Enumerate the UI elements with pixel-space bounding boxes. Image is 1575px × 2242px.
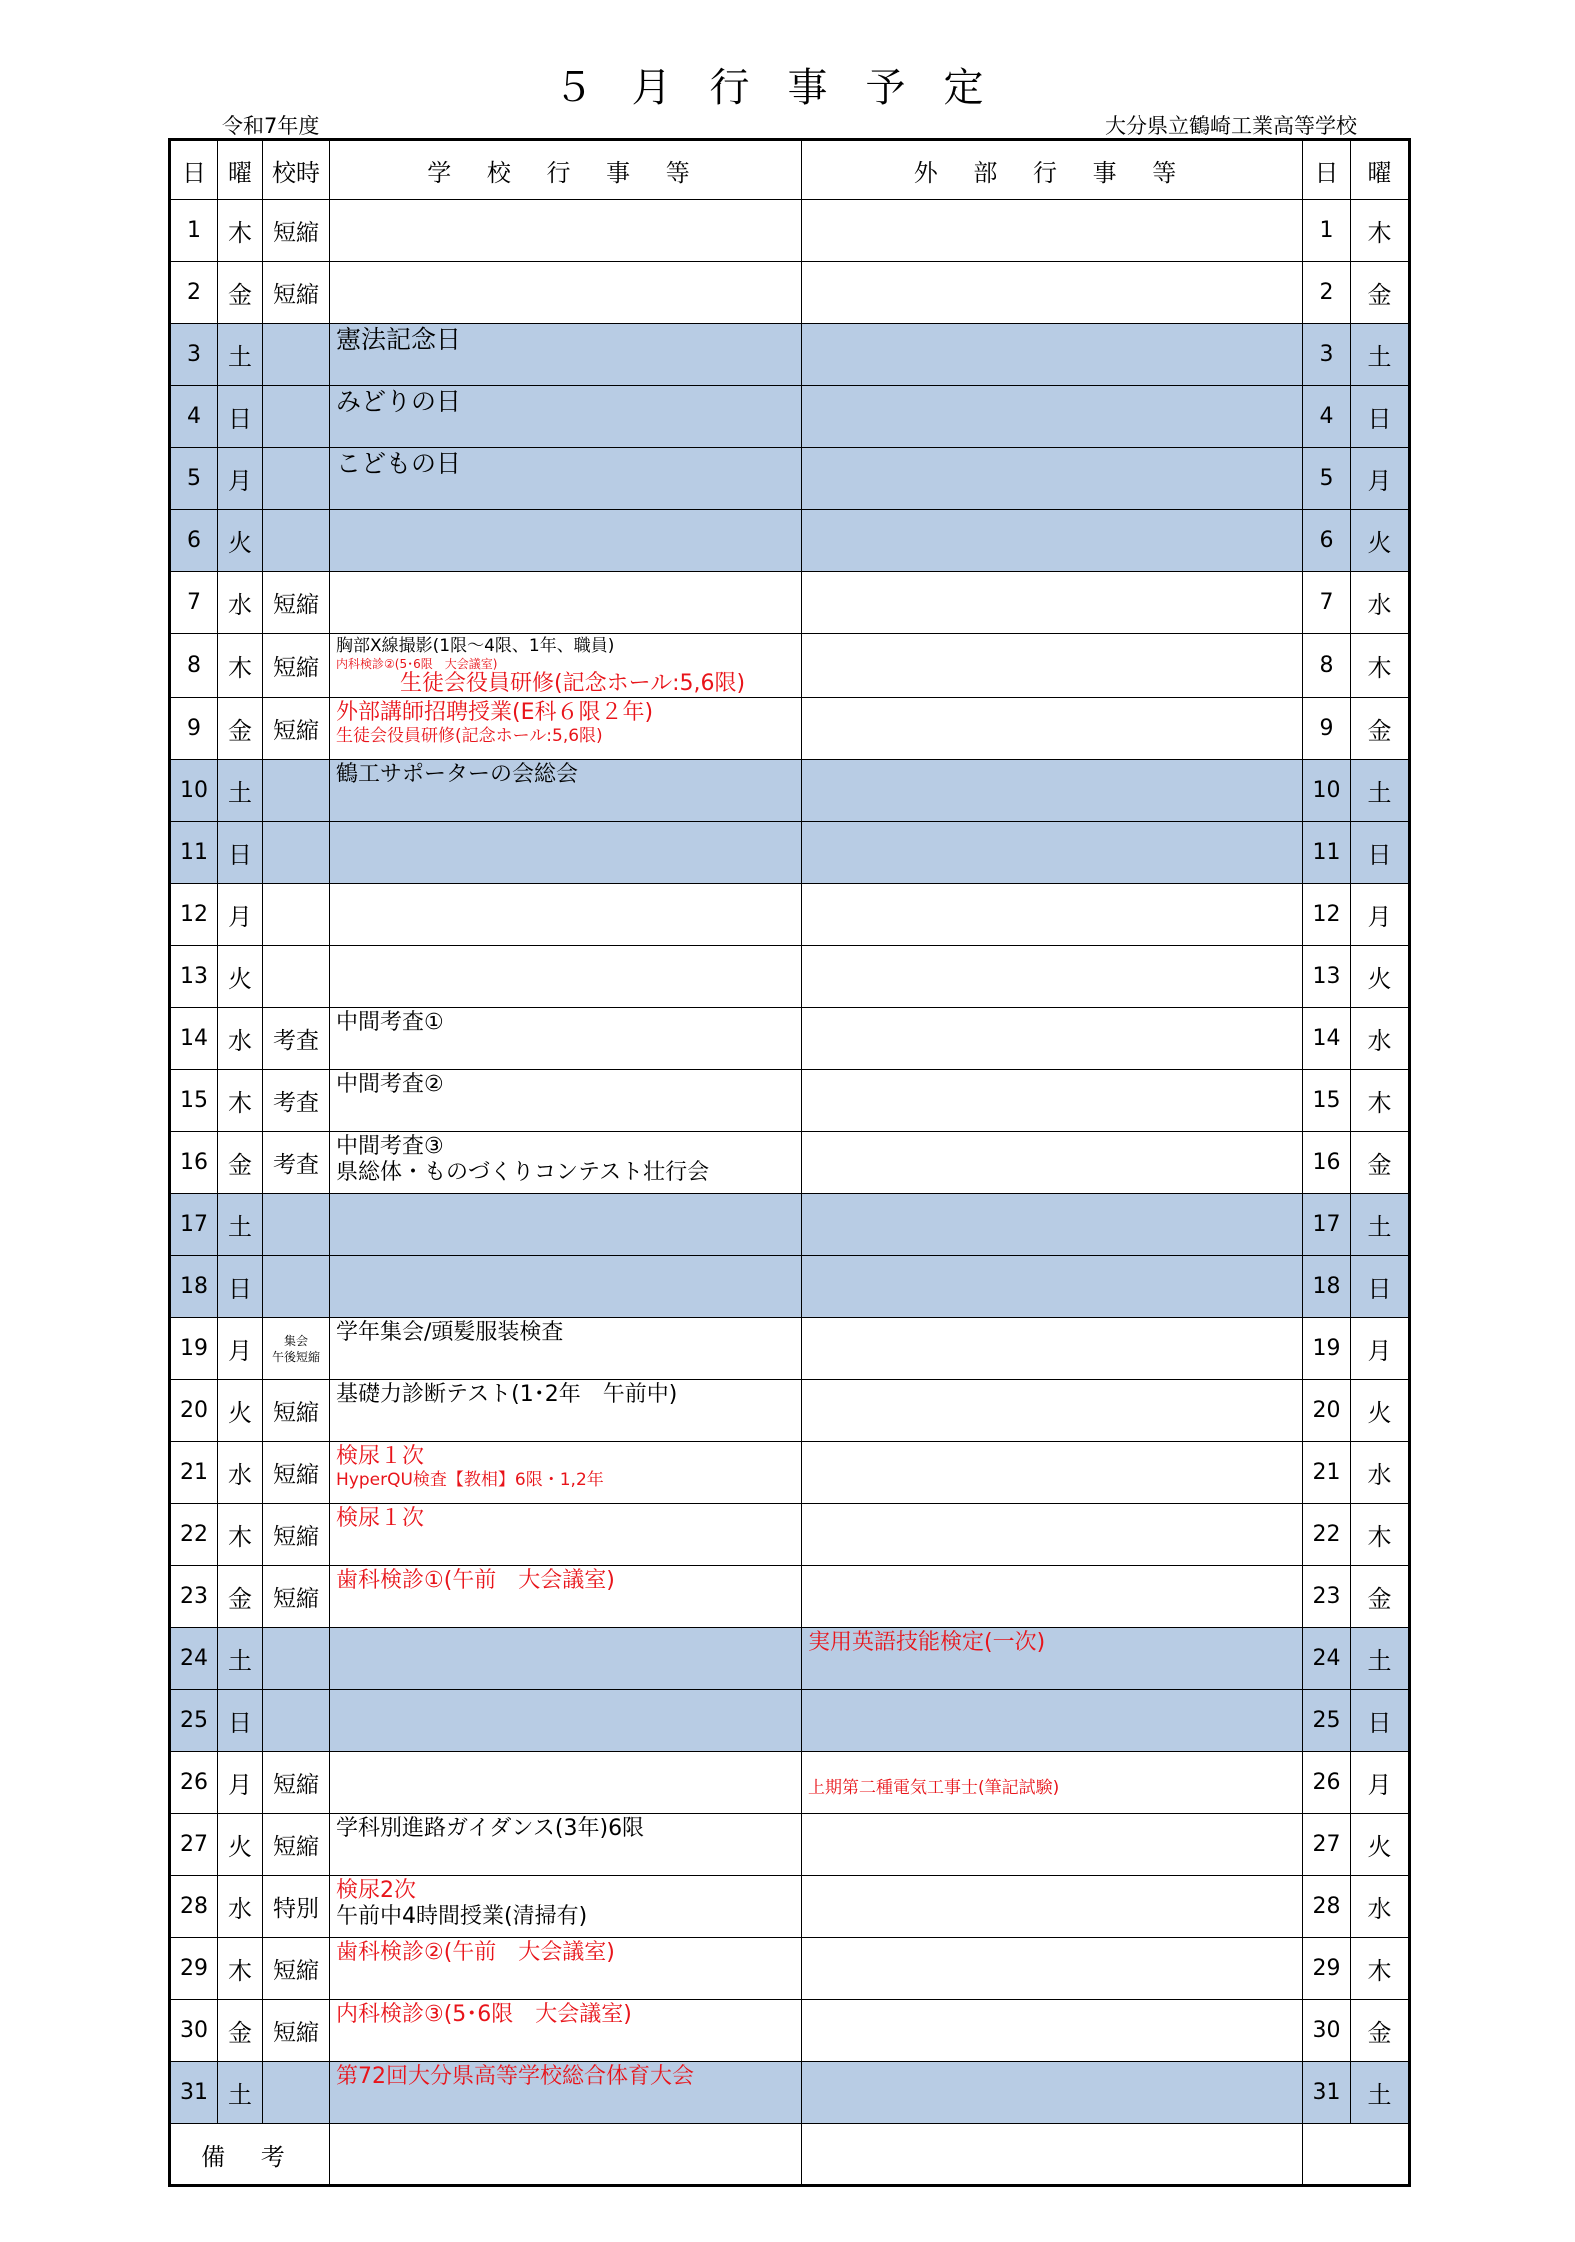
weekday: 水: [218, 572, 263, 634]
schedule-type: 短縮: [263, 1504, 330, 1566]
weekday-right: 月: [1351, 1752, 1410, 1814]
col-schedule: 校時: [263, 140, 330, 200]
day-number-right: 22: [1303, 1504, 1351, 1566]
day-number-right: 15: [1303, 1070, 1351, 1132]
day-row: [170, 946, 1410, 1008]
school-events-cell: [330, 262, 802, 324]
weekday: 水: [218, 1008, 263, 1070]
school-events-cell: [330, 1876, 802, 1938]
day-number-right: 10: [1303, 760, 1351, 822]
weekday: 月: [218, 1318, 263, 1380]
external-events-cell: [802, 572, 1303, 634]
schedule-type: 短縮: [263, 698, 330, 760]
event-text: 検尿１次: [336, 1444, 425, 1469]
weekday-right: 土: [1351, 2062, 1410, 2124]
event-text: 学年集会/頭髪服装検査: [336, 1320, 564, 1345]
day-row: [170, 884, 1410, 946]
col-external-events: 外 部 行 事 等: [802, 140, 1303, 200]
event-text: 検尿１次: [336, 1506, 425, 1531]
weekday: 月: [218, 884, 263, 946]
weekday-right: 水: [1351, 572, 1410, 634]
day-number: 22: [170, 1504, 218, 1566]
page-title: ５月行事予定: [553, 65, 1022, 111]
weekday-right: 火: [1351, 1814, 1410, 1876]
schedule-type: [263, 760, 330, 822]
col-weekday: 曜: [218, 140, 263, 200]
col-day-right: 日: [1303, 140, 1351, 200]
day-number-right: 4: [1303, 386, 1351, 448]
school-events-cell: [330, 448, 802, 510]
school-events-cell: [330, 1566, 802, 1628]
day-row: [170, 1194, 1410, 1256]
event-text: 歯科検診②(午前 大会議室): [336, 1940, 615, 1965]
day-row: [170, 200, 1410, 262]
day-number: 9: [170, 698, 218, 760]
weekday-right: 日: [1351, 1256, 1410, 1318]
event-text: 中間考査①: [336, 1010, 444, 1035]
day-number: 16: [170, 1132, 218, 1194]
school-events-cell: [330, 760, 802, 822]
day-row: [170, 1814, 1410, 1876]
school-events-cell: [330, 1256, 802, 1318]
external-events-cell: [802, 634, 1303, 698]
schedule-type: 短縮: [263, 1380, 330, 1442]
schedule-type: 短縮: [263, 634, 330, 698]
schedule-type: 短縮: [263, 1442, 330, 1504]
schedule-table: [168, 138, 1411, 2187]
external-events-cell: [802, 1008, 1303, 1070]
day-number: 21: [170, 1442, 218, 1504]
weekday: 日: [218, 386, 263, 448]
school-events-cell: [330, 1318, 802, 1380]
event-text: 憲法記念日: [336, 325, 462, 354]
weekday: 火: [218, 946, 263, 1008]
school-events-cell: [330, 1194, 802, 1256]
day-number: 5: [170, 448, 218, 510]
day-row: [170, 760, 1410, 822]
schedule-type: [263, 1256, 330, 1318]
external-events-cell: [802, 822, 1303, 884]
weekday: 金: [218, 262, 263, 324]
weekday: 火: [218, 1814, 263, 1876]
remarks-blank: [1303, 2124, 1410, 2186]
weekday: 月: [218, 1752, 263, 1814]
day-number-right: 17: [1303, 1194, 1351, 1256]
external-events-cell: [802, 698, 1303, 760]
weekday: 金: [218, 698, 263, 760]
weekday: 金: [218, 1566, 263, 1628]
day-number-right: 12: [1303, 884, 1351, 946]
day-row: [170, 572, 1410, 634]
event-text: 内科検診③(5･6限 大会議室): [336, 2002, 632, 2027]
remarks-external: [802, 2124, 1303, 2186]
day-row: [170, 1504, 1410, 1566]
day-number-right: 28: [1303, 1876, 1351, 1938]
day-row: [170, 2000, 1410, 2062]
external-events-cell: [802, 1938, 1303, 2000]
external-events-cell: [802, 1256, 1303, 1318]
day-row: [170, 1070, 1410, 1132]
day-row: [170, 1008, 1410, 1070]
day-number-right: 31: [1303, 2062, 1351, 2124]
schedule-type: [263, 324, 330, 386]
external-events-cell: [802, 1442, 1303, 1504]
schedule-type: [263, 2062, 330, 2124]
external-events-cell: [802, 386, 1303, 448]
school-events-cell: [330, 1504, 802, 1566]
col-day: 日: [170, 140, 218, 200]
weekday-right: 月: [1351, 448, 1410, 510]
day-number-right: 21: [1303, 1442, 1351, 1504]
weekday: 火: [218, 510, 263, 572]
school-events-cell: [330, 1690, 802, 1752]
weekday: 火: [218, 1380, 263, 1442]
weekday: 月: [218, 448, 263, 510]
external-events-cell: [802, 448, 1303, 510]
external-events-cell: [802, 1876, 1303, 1938]
day-number-right: 29: [1303, 1938, 1351, 2000]
col-weekday-right: 曜: [1351, 140, 1410, 200]
event-text: 上期第二種電気工事士(筆記試験): [808, 1778, 1060, 1798]
day-number-right: 24: [1303, 1628, 1351, 1690]
event-text: HyperQU検査【教相】6限・1,2年: [336, 1470, 604, 1490]
school-events-cell: [330, 1380, 802, 1442]
weekday-right: 金: [1351, 262, 1410, 324]
event-text: 鶴工サポーターの会総会: [336, 762, 579, 787]
school-events-cell: [330, 324, 802, 386]
external-events-cell: [802, 1070, 1303, 1132]
external-events-cell: [802, 324, 1303, 386]
schedule-type: 考査: [263, 1132, 330, 1194]
school-events-cell: [330, 200, 802, 262]
school-events-cell: [330, 1070, 802, 1132]
school-events-cell: [330, 2062, 802, 2124]
external-events-cell: [802, 262, 1303, 324]
external-events-cell: [802, 1504, 1303, 1566]
day-row: [170, 1318, 1410, 1380]
event-text: 内科検診②(5･6限 大会議室): [336, 657, 498, 671]
school-events-cell: [330, 572, 802, 634]
day-number: 27: [170, 1814, 218, 1876]
schedule-type: [263, 1690, 330, 1752]
day-number-right: 3: [1303, 324, 1351, 386]
day-number-right: 8: [1303, 634, 1351, 698]
day-number-right: 6: [1303, 510, 1351, 572]
day-number: 2: [170, 262, 218, 324]
day-row: [170, 324, 1410, 386]
day-number: 3: [170, 324, 218, 386]
event-text: 午前中4時間授業(清掃有): [336, 1904, 588, 1929]
schedule-type: 短縮: [263, 200, 330, 262]
weekday: 土: [218, 324, 263, 386]
day-number-right: 27: [1303, 1814, 1351, 1876]
day-number: 30: [170, 2000, 218, 2062]
day-number-right: 18: [1303, 1256, 1351, 1318]
external-events-cell: [802, 1318, 1303, 1380]
weekday-right: 火: [1351, 510, 1410, 572]
weekday-right: 金: [1351, 1566, 1410, 1628]
event-text: 外部講師招聘授業(E科６限２年): [336, 700, 654, 725]
day-number-right: 25: [1303, 1690, 1351, 1752]
day-row: [170, 1938, 1410, 2000]
event-text: 中間考査②: [336, 1072, 444, 1097]
day-number: 23: [170, 1566, 218, 1628]
weekday: 木: [218, 634, 263, 698]
day-row: [170, 262, 1410, 324]
school-events-cell: [330, 1442, 802, 1504]
school-events-cell: [330, 946, 802, 1008]
day-number: 24: [170, 1628, 218, 1690]
day-number: 14: [170, 1008, 218, 1070]
weekday-right: 月: [1351, 884, 1410, 946]
day-row: [170, 1442, 1410, 1504]
event-text: 実用英語技能検定(一次): [808, 1630, 1046, 1655]
external-events-cell: [802, 1752, 1303, 1814]
school-events-cell: [330, 510, 802, 572]
day-number: 4: [170, 386, 218, 448]
event-text: 胸部X線撮影(1限～4限、1年、職員): [336, 636, 615, 656]
day-row: [170, 510, 1410, 572]
school-name: 大分県立鶴崎工業高等学校: [1105, 114, 1357, 138]
event-text: 第72回大分県高等学校総合体育大会: [336, 2064, 694, 2089]
school-events-cell: [330, 1132, 802, 1194]
weekday: 木: [218, 1938, 263, 2000]
day-number-right: 1: [1303, 200, 1351, 262]
day-number: 1: [170, 200, 218, 262]
weekday-right: 日: [1351, 1690, 1410, 1752]
schedule-type: [263, 946, 330, 1008]
col-school-events: 学 校 行 事 等: [330, 140, 802, 200]
day-number: 12: [170, 884, 218, 946]
school-events-cell: [330, 634, 802, 698]
day-row: [170, 698, 1410, 760]
weekday-right: 土: [1351, 1194, 1410, 1256]
day-number-right: 30: [1303, 2000, 1351, 2062]
event-text: 学科別進路ガイダンス(3年)6限: [336, 1816, 645, 1841]
event-text: 検尿2次: [336, 1878, 416, 1903]
weekday-right: 土: [1351, 1628, 1410, 1690]
header-row: [170, 140, 1410, 200]
schedule-type: [263, 884, 330, 946]
day-number: 20: [170, 1380, 218, 1442]
weekday-right: 木: [1351, 1504, 1410, 1566]
school-events-cell: [330, 1938, 802, 2000]
event-text: 県総体・ものづくりコンテスト壮行会: [336, 1160, 710, 1185]
weekday-right: 木: [1351, 1070, 1410, 1132]
day-number: 17: [170, 1194, 218, 1256]
day-number: 29: [170, 1938, 218, 2000]
weekday: 土: [218, 1628, 263, 1690]
schedule-type: 短縮: [263, 1752, 330, 1814]
schedule-type: 考査: [263, 1008, 330, 1070]
schedule-type: 短縮: [263, 1814, 330, 1876]
weekday: 木: [218, 1070, 263, 1132]
remarks-label: 備 考: [170, 2124, 330, 2186]
weekday: 水: [218, 1876, 263, 1938]
day-number-right: 2: [1303, 262, 1351, 324]
schedule-type: 集会 午後短縮: [263, 1318, 330, 1380]
weekday-right: 日: [1351, 822, 1410, 884]
school-events-cell: [330, 1008, 802, 1070]
schedule-type: 考査: [263, 1070, 330, 1132]
external-events-cell: [802, 1380, 1303, 1442]
weekday: 金: [218, 1132, 263, 1194]
day-number: 15: [170, 1070, 218, 1132]
schedule-type: [263, 1194, 330, 1256]
weekday-right: 木: [1351, 200, 1410, 262]
day-number: 26: [170, 1752, 218, 1814]
schedule-type: [263, 386, 330, 448]
weekday-right: 土: [1351, 324, 1410, 386]
day-number: 25: [170, 1690, 218, 1752]
event-text: 基礎力診断テスト(1･2年 午前中): [336, 1382, 678, 1407]
schedule-type: 特別: [263, 1876, 330, 1938]
weekday-right: 木: [1351, 634, 1410, 698]
school-events-cell: [330, 1628, 802, 1690]
weekday-right: 土: [1351, 760, 1410, 822]
day-number-right: 5: [1303, 448, 1351, 510]
fiscal-year-label: 令和7年度: [222, 114, 320, 138]
external-events-cell: [802, 1814, 1303, 1876]
event-text: 歯科検診①(午前 大会議室): [336, 1568, 615, 1593]
day-row: [170, 2062, 1410, 2124]
external-events-cell: [802, 510, 1303, 572]
weekday: 水: [218, 1442, 263, 1504]
day-number: 19: [170, 1318, 218, 1380]
day-row: [170, 1566, 1410, 1628]
weekday-right: 月: [1351, 1318, 1410, 1380]
schedule-type: 短縮: [263, 572, 330, 634]
day-row: [170, 448, 1410, 510]
weekday: 日: [218, 1256, 263, 1318]
event-text: 生徒会役員研修(記念ホール:5,6限): [336, 726, 603, 746]
external-events-cell: [802, 1132, 1303, 1194]
day-number: 31: [170, 2062, 218, 2124]
day-number: 6: [170, 510, 218, 572]
external-events-cell: [802, 200, 1303, 262]
schedule-type: 短縮: [263, 1938, 330, 2000]
day-row: [170, 1256, 1410, 1318]
schedule-type: [263, 1628, 330, 1690]
event-text: こどもの日: [336, 449, 462, 478]
day-row: [170, 1690, 1410, 1752]
external-events-cell: [802, 1566, 1303, 1628]
day-number: 18: [170, 1256, 218, 1318]
day-number-right: 23: [1303, 1566, 1351, 1628]
day-row: [170, 1380, 1410, 1442]
weekday: 日: [218, 1690, 263, 1752]
school-events-cell: [330, 386, 802, 448]
weekday-right: 金: [1351, 2000, 1410, 2062]
external-events-cell: [802, 884, 1303, 946]
weekday-right: 日: [1351, 386, 1410, 448]
external-events-cell: [802, 2062, 1303, 2124]
weekday: 金: [218, 2000, 263, 2062]
event-text: みどりの日: [336, 387, 462, 416]
weekday-right: 金: [1351, 1132, 1410, 1194]
day-number-right: 13: [1303, 946, 1351, 1008]
external-events-cell: [802, 1628, 1303, 1690]
event-text: 生徒会役員研修(記念ホール:5,6限): [400, 671, 746, 696]
day-row: [170, 1752, 1410, 1814]
schedule-type: [263, 448, 330, 510]
day-number-right: 11: [1303, 822, 1351, 884]
external-events-cell: [802, 1690, 1303, 1752]
day-number-right: 20: [1303, 1380, 1351, 1442]
day-number-right: 9: [1303, 698, 1351, 760]
weekday-right: 水: [1351, 1442, 1410, 1504]
day-row: [170, 1876, 1410, 1938]
remarks-school: [330, 2124, 802, 2186]
day-number: 28: [170, 1876, 218, 1938]
school-events-cell: [330, 884, 802, 946]
weekday: 木: [218, 1504, 263, 1566]
weekday: 土: [218, 2062, 263, 2124]
schedule-type: 短縮: [263, 1566, 330, 1628]
day-number: 7: [170, 572, 218, 634]
day-row: [170, 822, 1410, 884]
day-row: [170, 634, 1410, 698]
day-row: [170, 386, 1410, 448]
day-row: [170, 1628, 1410, 1690]
day-number: 11: [170, 822, 218, 884]
weekday-right: 水: [1351, 1008, 1410, 1070]
event-text: 中間考査③: [336, 1134, 444, 1159]
weekday: 日: [218, 822, 263, 884]
weekday: 土: [218, 760, 263, 822]
day-number-right: 16: [1303, 1132, 1351, 1194]
external-events-cell: [802, 760, 1303, 822]
schedule-type: [263, 510, 330, 572]
schedule-type: [263, 822, 330, 884]
school-events-cell: [330, 1814, 802, 1876]
weekday-right: 木: [1351, 1938, 1410, 2000]
schedule-type: 短縮: [263, 262, 330, 324]
day-number: 10: [170, 760, 218, 822]
external-events-cell: [802, 2000, 1303, 2062]
school-events-cell: [330, 1752, 802, 1814]
weekday-right: 火: [1351, 946, 1410, 1008]
external-events-cell: [802, 946, 1303, 1008]
remarks-row: [170, 2124, 1410, 2186]
weekday: 木: [218, 200, 263, 262]
weekday-right: 水: [1351, 1876, 1410, 1938]
day-number-right: 26: [1303, 1752, 1351, 1814]
external-events-cell: [802, 1194, 1303, 1256]
school-events-cell: [330, 2000, 802, 2062]
weekday-right: 火: [1351, 1380, 1410, 1442]
day-number-right: 19: [1303, 1318, 1351, 1380]
day-number-right: 7: [1303, 572, 1351, 634]
weekday: 土: [218, 1194, 263, 1256]
weekday-right: 金: [1351, 698, 1410, 760]
day-number: 8: [170, 634, 218, 698]
day-row: [170, 1132, 1410, 1194]
school-events-cell: [330, 822, 802, 884]
schedule-type: 短縮: [263, 2000, 330, 2062]
day-number-right: 14: [1303, 1008, 1351, 1070]
school-events-cell: [330, 698, 802, 760]
day-number: 13: [170, 946, 218, 1008]
